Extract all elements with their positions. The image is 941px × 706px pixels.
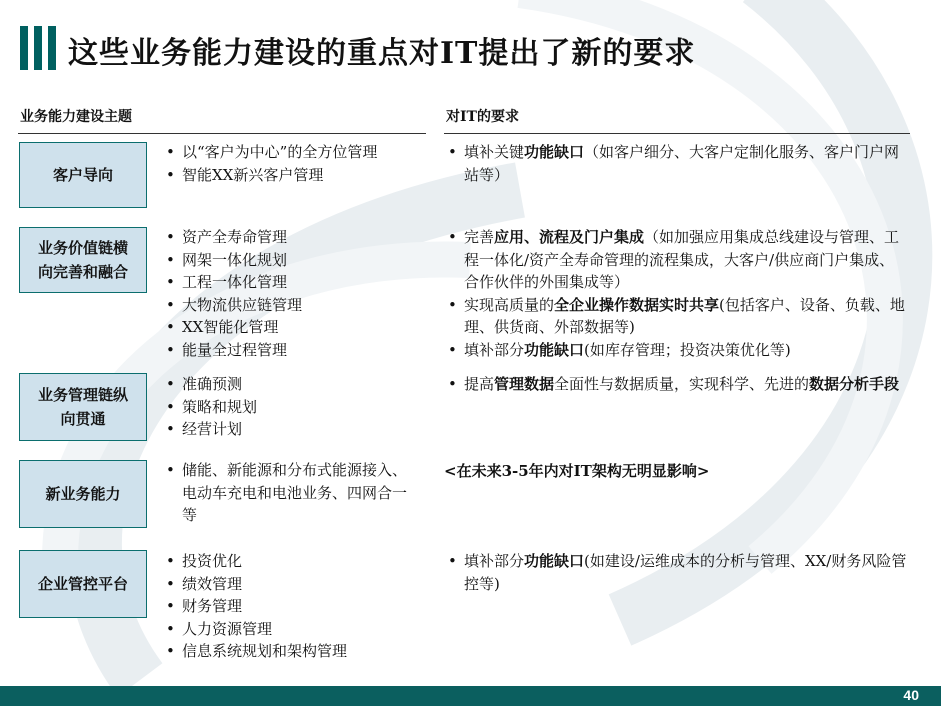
page-number: 40: [903, 687, 919, 703]
requirements-list: [446, 550, 908, 595]
theme-items-list: [164, 373, 424, 441]
list-item: • 信息系统规划和架构管理: [164, 640, 424, 663]
column-header-themes: 业务能力建设主题: [20, 109, 132, 125]
list-item: • 完善应用、流程及门户集成（如加强应用集成总线建设与管理、工程一体化/资产全寿命管理的流程集成，大客户/供应商门户集成、合作伙伴的外围集成等）: [446, 226, 908, 294]
theme-label: 业务管理链纵向贯通: [37, 386, 128, 428]
list-item: • 财务管理: [164, 595, 424, 618]
theme-items-list: [164, 141, 424, 186]
list-item: • 资产全寿命管理: [164, 226, 424, 249]
page-title: 这些业务能力建设的重点对IT提出了新的要求: [68, 36, 696, 71]
theme-box-customer: [19, 142, 147, 208]
list-item: • 准确预测: [164, 373, 424, 396]
theme-items-list: [164, 550, 424, 663]
list-item: • 绩效管理: [164, 573, 424, 596]
header-divider-right: [444, 133, 910, 134]
column-header-it-requirements: 对IT的要求: [446, 109, 519, 125]
list-item: • 填补部分功能缺口(如库存管理；投资决策优化等): [446, 339, 908, 362]
theme-box-management-chain: [19, 373, 147, 441]
list-item: • 策略和规划: [164, 396, 424, 419]
list-item: • 工程一体化管理: [164, 271, 424, 294]
list-item: • 储能、新能源和分布式能源接入、电动车充电和电池业务、四网合一等: [164, 459, 414, 527]
list-item: • 投资优化: [164, 550, 424, 573]
list-item: • 经营计划: [164, 418, 424, 441]
no-impact-note: <在未来3-5年内对IT架构无明显影响>: [444, 462, 710, 480]
theme-box-control-platform: [19, 550, 147, 618]
theme-label: 新业务能力: [45, 485, 121, 503]
list-item: • 提高管理数据全面性与数据质量，实现科学、先进的数据分析手段: [446, 373, 908, 396]
footer-bar: [0, 686, 941, 706]
theme-box-value-chain: [19, 227, 147, 293]
list-item: • 填补部分功能缺口(如建设/运维成本的分析与管理、XX/财务风险管控等): [446, 550, 908, 595]
list-item: • 能量全过程管理: [164, 339, 424, 362]
title-bars-logo: [20, 26, 60, 70]
list-item: • 填补关键功能缺口（如客户细分、大客户定制化服务、客户门户网站等）: [446, 141, 908, 186]
theme-label: 业务价值链横向完善和融合: [37, 239, 128, 281]
header-divider-left: [18, 133, 426, 134]
list-item: • 网架一体化规划: [164, 249, 424, 272]
theme-label: 客户导向: [52, 166, 113, 184]
list-item: • 大物流供应链管理: [164, 294, 424, 317]
list-item: • 以“客户为中心”的全方位管理: [164, 141, 424, 164]
list-item: • 实现高质量的全企业操作数据实时共享(包括客户、设备、负载、地理、供货商、外部数据等): [446, 294, 908, 339]
theme-box-new-business: [19, 460, 147, 528]
list-item: • XX智能化管理: [164, 316, 424, 339]
theme-items-list: [164, 459, 414, 527]
requirements-list: [446, 226, 908, 361]
requirements-list: [446, 141, 908, 186]
list-item: • 智能XX新兴客户管理: [164, 164, 424, 187]
requirements-list: [446, 373, 908, 396]
theme-items-list: [164, 226, 424, 361]
list-item: • 人力资源管理: [164, 618, 424, 641]
theme-label: 企业管控平台: [37, 575, 128, 593]
